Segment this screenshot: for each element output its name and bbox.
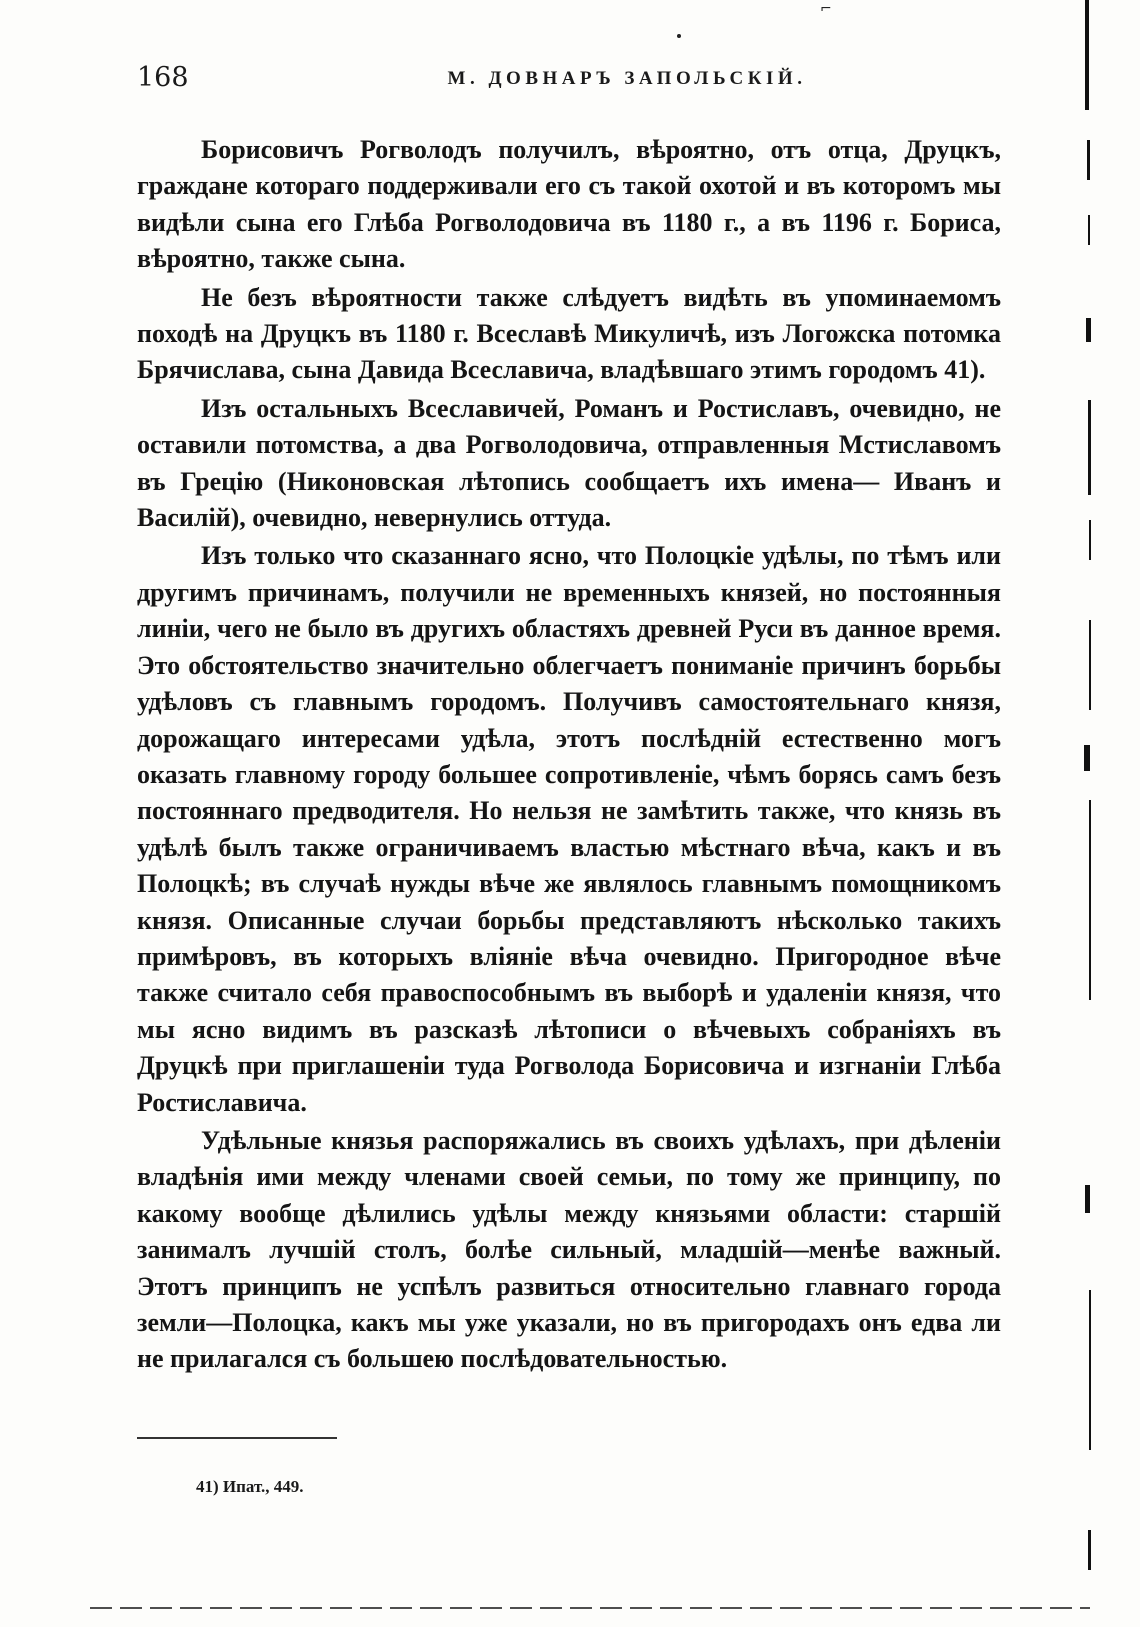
scan-edge-mark [1089,1290,1091,1450]
scan-speck [677,34,681,38]
scan-edge-mark [1084,745,1090,771]
running-head-author: М. ДОВНАРЪ ЗАПОЛЬСКІЙ. [447,68,807,89]
scan-edge-mark [1088,215,1090,245]
scan-edge-mark [1087,140,1090,180]
scan-bottom-edge [90,1607,1090,1609]
page-header [137,60,1001,96]
paragraph: Изъ только что сказаннаго ясно, что Полоцкіе удѣлы, по тѣмъ или другимъ причинамъ, получили не временныхъ князей, но постоянныя линіи, чего не было въ другихъ областяхъ древней Руси въ данное время. Это обстоятельство значительно облегчаетъ пониманіе причинъ борьбы удѣловъ съ главнымъ городомъ. Получивъ самостоятельнаго князя, дорожащаго интересами удѣла, этотъ послѣдній естественно могъ оказать главному городу большее сопротивленіе, чѣмъ борясь самъ безъ постояннаго предводителя. Но нельзя не замѣтить также, что князь въ удѣлѣ былъ также ограничиваемъ властью мѣстнаго вѣча, какъ и въ Полоцкѣ; въ случаѣ нужды вѣче же являлось главнымъ помощникомъ князя. Описанные случаи борьбы представляютъ нѣсколько такихъ примѣровъ, въ которыхъ вліяніе вѣча очевидно. Пригородное вѣче также считало себя правоспособнымъ въ выборѣ и удаленіи князя, что мы ясно видимъ въ разсказѣ лѣтописи о вѣчевыхъ собраніяхъ въ Друцкѣ при приглашеніи туда Рогволода Борисовича и изгнаніи Глѣба Ростиславича. [137,541,1001,1117]
paragraph: Борисовичъ Рогволодъ получилъ, вѣроятно, отъ отца, Друцкъ, граждане котораго поддерживали его съ такой охотой и въ которомъ мы видѣли сына его Глѣба Рогволодовича въ 1180 г., а въ 1196 г. Бориса, вѣроятно, также сына. [137,135,1001,274]
scan-edge-mark [1089,520,1091,560]
footnote-divider [137,1437,337,1439]
paragraph: Удѣльные князья распоряжались въ своихъ удѣлахъ, при дѣленіи владѣнія ими между членами своей семьи, по тому же принципу, по какому вообще дѣлились удѣлы между князьями области: старшій занималъ лучшій столъ, болѣе сильный, младшій—менѣе важный. Этотъ принципъ не успѣлъ развиться относительно главнаго города земли—Полоцка, какъ мы уже указали, но въ пригородахъ онъ едва ли не прилагался съ большею послѣдовательностью. [137,1125,1001,1374]
body-text [137,132,1001,1378]
scan-edge-mark [1085,1185,1090,1213]
scan-edge-mark [1086,318,1091,342]
scan-edge-mark [1089,620,1091,710]
scan-edge-mark [1088,1530,1091,1570]
page-number: 168 [137,62,189,93]
paragraph: Не безъ вѣроятности также слѣдуетъ видѣть въ упоминаемомъ походѣ на Друцкъ въ 1180 г. Всеславѣ Микуличѣ, изъ Логожска потомка Брячислава, сына Давида Всеславича, владѣвшаго этимъ городомъ 41). [137,282,1001,385]
scan-edge-mark [1085,0,1089,110]
scan-edge-mark [1089,800,1091,1000]
scan-edge-mark [1088,400,1091,495]
paragraph: Изъ остальныхъ Всеславичей, Романъ и Ростиславъ, очевидно, не оставили потомства, а два Рогволодовича, отправленныя Мстиславомъ въ Грецію (Никоновская лѣтопись сообщаетъ ихъ имена— Иванъ и Василій), очевидно, невернулись оттуда. [137,393,1001,533]
scan-speck: ⌐ [820,1,832,17]
footnote: 41) Ипат., 449. [196,1477,304,1496]
